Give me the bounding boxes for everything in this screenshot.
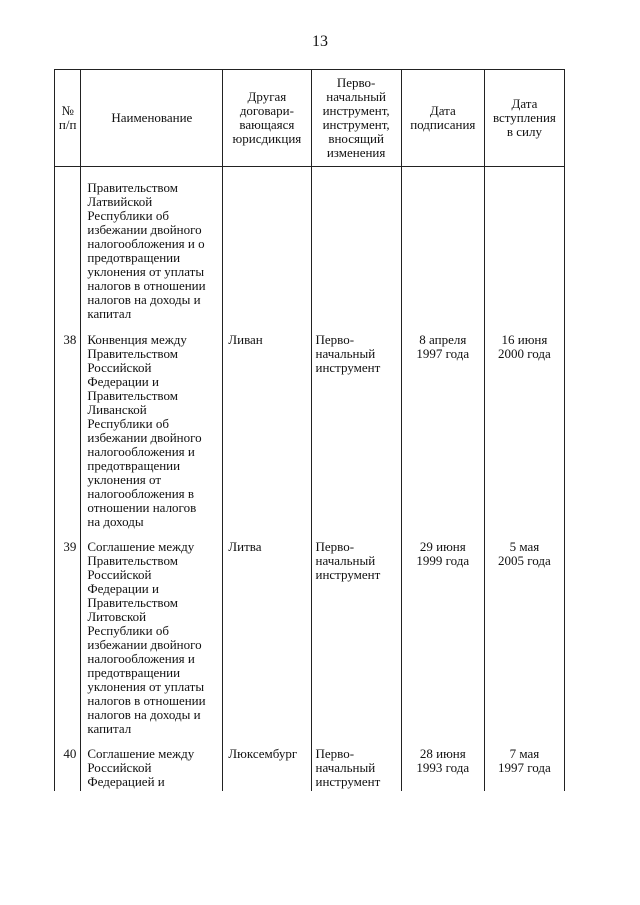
header-name: Наименование xyxy=(81,70,223,167)
row-effective-date: 16 июня 2000 года xyxy=(484,333,564,540)
row-instrument: Перво- начальный инструмент xyxy=(311,540,401,747)
table-row xyxy=(55,540,565,747)
header-effective-date: Дата вступления в силу xyxy=(484,70,564,167)
table-row xyxy=(55,167,565,334)
treaties-table xyxy=(54,69,565,791)
row-name: Соглашение между Правительством Российской Федерации и Правительством Литовской Республики об избежании двойного налогообложения и предотвращении уклонения от уплаты налогов в отношении налогов на доходы и капитал xyxy=(81,540,223,747)
row-effective-date: 5 мая 2005 года xyxy=(484,540,564,747)
row-name: Конвенция между Правительством Российской Федерации и Правительством Ливанской Республики об избежании двойного налогообложения и предотвращении уклонения от налогообложения в отношении налогов на доходы xyxy=(81,333,223,540)
table-row xyxy=(55,333,565,540)
row-number: 38 xyxy=(55,333,81,540)
row-instrument: Перво- начальный инструмент xyxy=(311,747,401,791)
row-effective-date xyxy=(484,167,564,334)
row-number: 40 xyxy=(55,747,81,791)
header-signing-date: Дата подписания xyxy=(401,70,484,167)
row-instrument: Перво- начальный инструмент xyxy=(311,333,401,540)
table-body xyxy=(55,167,565,792)
row-jurisdiction: Люксембург xyxy=(223,747,311,791)
header-jurisdiction: Другая договари- вающаяся юрисдикция xyxy=(223,70,311,167)
header-row xyxy=(55,70,565,167)
header-number: № п/п xyxy=(55,70,81,167)
table-header xyxy=(55,70,565,167)
page-number: 13 xyxy=(312,33,328,50)
row-signing-date xyxy=(401,167,484,334)
row-signing-date: 8 апреля 1997 года xyxy=(401,333,484,540)
row-name: Правительством Латвийской Республики об избежании двойного налогообложения и о предотвращении уклонения от уплаты налогов в отношении налогов на доходы и капитал xyxy=(81,167,223,334)
row-effective-date: 7 мая 1997 года xyxy=(484,747,564,791)
table-row xyxy=(55,747,565,791)
row-instrument xyxy=(311,167,401,334)
row-jurisdiction: Ливан xyxy=(223,333,311,540)
row-signing-date: 28 июня 1993 года xyxy=(401,747,484,791)
row-jurisdiction: Литва xyxy=(223,540,311,747)
row-name: Соглашение между Российской Федерацией и xyxy=(81,747,223,791)
row-number xyxy=(55,167,81,334)
header-instrument: Перво- начальный инструмент, инструмент, вносящий изменения xyxy=(311,70,401,167)
row-signing-date: 29 июня 1999 года xyxy=(401,540,484,747)
row-number: 39 xyxy=(55,540,81,747)
row-jurisdiction xyxy=(223,167,311,334)
